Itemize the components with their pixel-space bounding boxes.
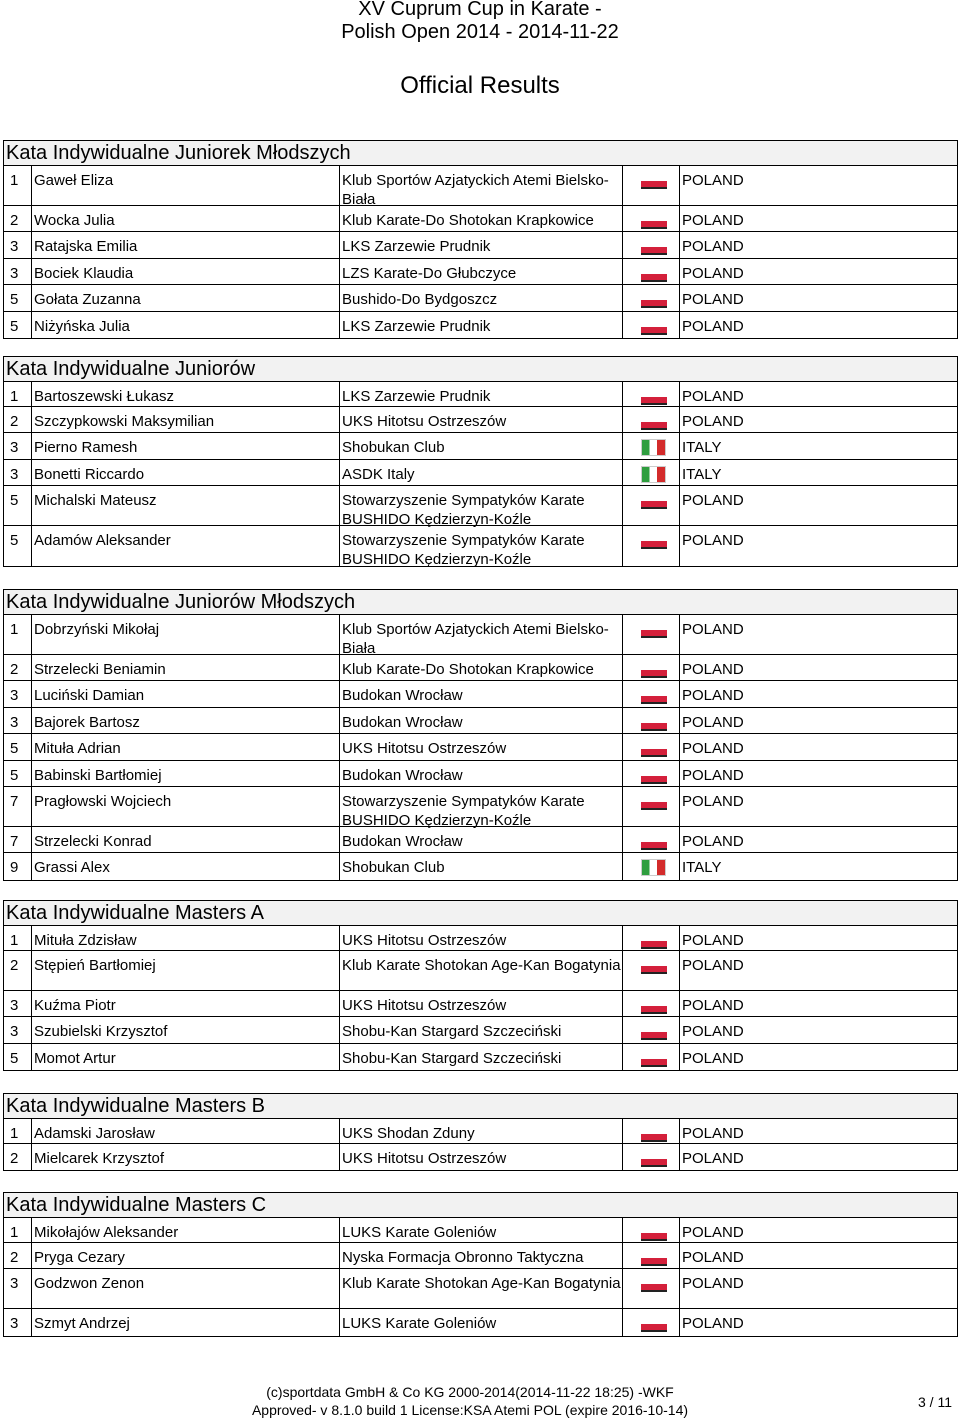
result-row: [4, 285, 957, 311]
poland-flag-icon: [641, 1026, 667, 1039]
poland-flag-icon: [641, 717, 667, 730]
flag-cell: [622, 853, 679, 879]
country-name: POLAND: [679, 734, 957, 759]
competitor-name: Adamów Aleksander: [31, 526, 339, 566]
result-row: [4, 460, 957, 486]
poland-flag-icon: [641, 391, 667, 404]
flag-cell: [622, 1144, 679, 1170]
result-rank: 2: [10, 957, 19, 974]
flag-cell: [622, 526, 679, 566]
results-section: [3, 140, 958, 339]
poland-flag-icon: [641, 321, 667, 334]
country-name: POLAND: [679, 232, 957, 257]
result-row: [4, 232, 957, 258]
club-name: Nyska Formacja Obronno Taktyczna: [339, 1243, 622, 1268]
poland-flag-icon: [641, 1053, 667, 1066]
result-row: [4, 681, 957, 707]
country-name: POLAND: [679, 1218, 957, 1242]
results-section: [3, 1192, 958, 1337]
competitor-name: Strzelecki Beniamin: [31, 655, 339, 680]
flag-cell: [622, 991, 679, 1016]
club-name: UKS Hitotsu Ostrzeszów: [339, 734, 622, 759]
poland-flag-icon: [641, 770, 667, 783]
flag-cell: [622, 312, 679, 338]
country-name: POLAND: [679, 1269, 957, 1308]
page-number: 3 / 11: [918, 1394, 952, 1410]
competitor-name: Babinski Bartłomiej: [31, 761, 339, 786]
result-row: [4, 827, 957, 853]
poland-flag-icon: [641, 796, 667, 809]
club-name: Budokan Wrocław: [339, 681, 622, 706]
result-row: [4, 407, 957, 433]
poland-flag-icon: [641, 743, 667, 756]
country-name: ITALY: [679, 460, 957, 485]
competitor-name: Szubielski Krzysztof: [31, 1017, 339, 1042]
club-name: Klub Karate-Do Shotokan Krapkowice: [339, 206, 622, 231]
poland-flag-icon: [641, 664, 667, 677]
result-row: [4, 433, 957, 459]
result-rank: 3: [10, 238, 19, 256]
result-rank: 3: [10, 264, 19, 282]
flag-cell: [622, 761, 679, 786]
competitor-name: Pragłowski Wojciech: [31, 787, 339, 826]
result-rank: 3: [10, 439, 19, 457]
poland-flag-icon: [641, 1128, 667, 1141]
italy-flag-icon: [642, 860, 665, 875]
flag-cell: [622, 708, 679, 733]
competitor-name: Bajorek Bartosz: [31, 708, 339, 733]
result-row: [4, 1044, 957, 1070]
flag-cell: [622, 951, 679, 990]
club-name: Klub Karate Shotokan Age-Kan Bogatynia: [339, 951, 622, 990]
poland-flag-icon: [641, 416, 667, 429]
country-name: POLAND: [679, 708, 957, 733]
competitor-name: Niżyńska Julia: [31, 312, 339, 338]
section-title: Kata Indywidualne Masters B: [4, 1094, 957, 1119]
result-rank: 7: [10, 832, 19, 850]
poland-flag-icon: [641, 1252, 667, 1265]
competitor-name: Ratajska Emilia: [31, 232, 339, 257]
club-name: Budokan Wrocław: [339, 708, 622, 733]
club-name: Budokan Wrocław: [339, 761, 622, 786]
club-name: Shobukan Club: [339, 853, 622, 879]
flag-cell: [622, 166, 679, 205]
result-row: [4, 951, 957, 991]
result-row: [4, 615, 957, 655]
flag-cell: [622, 681, 679, 706]
italy-flag-icon: [642, 440, 665, 455]
flag-cell: [622, 1218, 679, 1242]
competitor-name: Bociek Klaudia: [31, 259, 339, 284]
event-title-line1: XV Cuprum Cup in Karate -: [358, 0, 602, 20]
results-section: [3, 356, 958, 567]
poland-flag-icon: [641, 1318, 667, 1331]
poland-flag-icon: [641, 1153, 667, 1166]
poland-flag-icon: [641, 535, 667, 548]
results-section: [3, 589, 958, 881]
country-name: POLAND: [679, 486, 957, 525]
competitor-name: Godzwon Zenon: [31, 1269, 339, 1308]
club-name: Klub Sportów Azjatyckich Atemi Bielsko-Biała: [339, 166, 622, 205]
section-title: Kata Indywidualne Juniorów: [4, 357, 957, 382]
country-name: POLAND: [679, 991, 957, 1016]
competitor-name: Kuźma Piotr: [31, 991, 339, 1016]
club-name: UKS Hitotsu Ostrzeszów: [339, 407, 622, 432]
flag-cell: [622, 1309, 679, 1335]
club-name: Shobu-Kan Stargard Szczeciński: [339, 1017, 622, 1042]
result-rank: 3: [10, 1315, 19, 1333]
competitor-name: Mikołajów Aleksander: [31, 1218, 339, 1242]
poland-flag-icon: [641, 624, 667, 637]
competitor-name: Adamski Jarosław: [31, 1119, 339, 1143]
section-title: Kata Indywidualne Masters C: [4, 1193, 957, 1218]
country-name: POLAND: [679, 526, 957, 566]
competitor-name: Michalski Mateusz: [31, 486, 339, 525]
country-name: POLAND: [679, 312, 957, 338]
flag-cell: [622, 433, 679, 458]
country-name: POLAND: [679, 681, 957, 706]
result-row: [4, 526, 957, 569]
competitor-name: Bartoszewski Łukasz: [31, 382, 339, 406]
club-name: Klub Karate-Do Shotokan Krapkowice: [339, 655, 622, 680]
result-rank: 1: [10, 1125, 19, 1142]
competitor-name: Grassi Alex: [31, 853, 339, 879]
country-name: POLAND: [679, 1017, 957, 1042]
flag-cell: [622, 1269, 679, 1308]
result-rank: 5: [10, 317, 19, 335]
result-rank: 5: [10, 492, 19, 510]
result-row: [4, 312, 957, 338]
flag-cell: [622, 655, 679, 680]
poland-flag-icon: [641, 1278, 667, 1291]
country-name: POLAND: [679, 615, 957, 654]
country-name: POLAND: [679, 166, 957, 205]
club-name: Stowarzyszenie Sympatyków Karate BUSHIDO Kędzierzyn-Koźle: [339, 787, 622, 826]
result-rank: 3: [10, 1023, 19, 1041]
competitor-name: Bonetti Riccardo: [31, 460, 339, 485]
club-name: LZS Karate-Do Głubczyce: [339, 259, 622, 284]
country-name: ITALY: [679, 853, 957, 879]
result-row: [4, 1269, 957, 1309]
result-rank: 3: [10, 713, 19, 731]
country-name: POLAND: [679, 1144, 957, 1170]
poland-flag-icon: [641, 175, 667, 188]
result-row: [4, 259, 957, 285]
competitor-name: Szmyt Andrzej: [31, 1309, 339, 1335]
section-title: Kata Indywidualne Juniorek Młodszych: [4, 141, 957, 166]
club-name: Stowarzyszenie Sympatyków Karate BUSHIDO Kędzierzyn-Koźle: [339, 486, 622, 525]
country-name: POLAND: [679, 787, 957, 826]
result-row: [4, 1243, 957, 1269]
flag-cell: [622, 486, 679, 525]
flag-cell: [622, 382, 679, 406]
club-name: ASDK Italy: [339, 460, 622, 485]
result-row: [4, 787, 957, 827]
competitor-name: Szczypkowski Maksymilian: [31, 407, 339, 432]
poland-flag-icon: [641, 836, 667, 849]
flag-cell: [622, 787, 679, 826]
flag-cell: [622, 615, 679, 654]
competitor-name: Stępień Bartłomiej: [31, 951, 339, 990]
club-name: Budokan Wrocław: [339, 827, 622, 852]
result-row: [4, 926, 957, 951]
competitor-name: Momot Artur: [31, 1044, 339, 1070]
result-rank: 3: [10, 465, 19, 483]
flag-cell: [622, 206, 679, 231]
result-rank: 3: [10, 997, 19, 1014]
competitor-name: Mituła Adrian: [31, 734, 339, 759]
result-row: [4, 1218, 957, 1243]
competitor-name: Dobrzyński Mikołaj: [31, 615, 339, 654]
club-name: Stowarzyszenie Sympatyków Karate BUSHIDO Kędzierzyn-Koźle: [339, 526, 622, 566]
club-name: UKS Shodan Zduny: [339, 1119, 622, 1143]
section-title: Kata Indywidualne Juniorów Młodszych: [4, 590, 957, 615]
result-rank: 3: [10, 687, 19, 705]
result-rank: 2: [10, 1249, 19, 1266]
result-rank: 1: [10, 172, 19, 189]
flag-cell: [622, 407, 679, 432]
flag-cell: [622, 1243, 679, 1268]
poland-flag-icon: [641, 294, 667, 307]
competitor-name: Wocka Julia: [31, 206, 339, 231]
poland-flag-icon: [641, 215, 667, 228]
results-section: [3, 900, 958, 1071]
country-name: POLAND: [679, 926, 957, 950]
country-name: POLAND: [679, 206, 957, 231]
result-row: [4, 382, 957, 407]
results-section: [3, 1093, 958, 1171]
country-name: POLAND: [679, 407, 957, 432]
event-title-line2: Polish Open 2014 - 2014-11-22: [341, 21, 619, 43]
club-name: UKS Hitotsu Ostrzeszów: [339, 1144, 622, 1170]
result-rank: 5: [10, 291, 19, 309]
result-row: [4, 708, 957, 734]
country-name: POLAND: [679, 259, 957, 284]
competitor-name: Strzelecki Konrad: [31, 827, 339, 852]
club-name: Klub Karate Shotokan Age-Kan Bogatynia: [339, 1269, 622, 1308]
club-name: Bushido-Do Bydgoszcz: [339, 285, 622, 310]
club-name: LKS Zarzewie Prudnik: [339, 312, 622, 338]
poland-flag-icon: [641, 241, 667, 254]
poland-flag-icon: [641, 268, 667, 281]
poland-flag-icon: [641, 495, 667, 508]
country-name: POLAND: [679, 382, 957, 406]
section-title: Kata Indywidualne Masters A: [4, 901, 957, 926]
flag-cell: [622, 259, 679, 284]
country-name: POLAND: [679, 827, 957, 852]
country-name: POLAND: [679, 285, 957, 310]
result-row: [4, 853, 957, 879]
result-row: [4, 761, 957, 787]
club-name: LUKS Karate Goleniów: [339, 1218, 622, 1242]
footer-copyright: (c)sportdata GmbH & Co KG 2000-2014(2014-11-22 18:25) -WKF: [266, 1384, 674, 1400]
result-rank: 9: [10, 859, 19, 877]
competitor-name: Pryga Cezary: [31, 1243, 339, 1268]
country-name: POLAND: [679, 1119, 957, 1143]
club-name: LKS Zarzewie Prudnik: [339, 232, 622, 257]
poland-flag-icon: [641, 960, 667, 973]
result-rank: 1: [10, 932, 19, 949]
result-rank: 2: [10, 661, 19, 678]
result-rank: 1: [10, 621, 19, 638]
country-name: POLAND: [679, 951, 957, 990]
page-title: Official Results: [400, 72, 560, 99]
poland-flag-icon: [641, 1000, 667, 1013]
flag-cell: [622, 926, 679, 950]
country-name: POLAND: [679, 1243, 957, 1268]
result-rank: 2: [10, 212, 19, 229]
result-rank: 1: [10, 388, 19, 405]
flag-cell: [622, 827, 679, 852]
competitor-name: Pierno Ramesh: [31, 433, 339, 458]
country-name: POLAND: [679, 655, 957, 680]
result-row: [4, 655, 957, 681]
result-row: [4, 991, 957, 1017]
result-row: [4, 486, 957, 529]
footer-license: Approved- v 8.1.0 build 1 License:KSA Atemi POL (expire 2016-10-14): [251, 1402, 689, 1418]
club-name: UKS Hitotsu Ostrzeszów: [339, 926, 622, 950]
result-rank: 2: [10, 1150, 19, 1167]
result-rank: 7: [10, 792, 19, 810]
result-rank: 2: [10, 413, 19, 430]
club-name: LUKS Karate Goleniów: [339, 1309, 622, 1335]
country-name: POLAND: [679, 761, 957, 786]
club-name: Shobu-Kan Stargard Szczeciński: [339, 1044, 622, 1070]
result-rank: 5: [10, 766, 19, 784]
poland-flag-icon: [641, 690, 667, 703]
country-name: POLAND: [679, 1309, 957, 1335]
poland-flag-icon: [641, 1227, 667, 1240]
result-row: [4, 166, 957, 206]
country-name: POLAND: [679, 1044, 957, 1070]
competitor-name: Mielcarek Krzysztof: [31, 1144, 339, 1170]
result-row: [4, 734, 957, 760]
flag-cell: [622, 1119, 679, 1143]
flag-cell: [622, 1044, 679, 1070]
result-rank: 5: [10, 532, 19, 550]
result-rank: 5: [10, 1049, 19, 1067]
flag-cell: [622, 232, 679, 257]
result-rank: 3: [10, 1275, 19, 1293]
result-rank: 5: [10, 740, 19, 758]
result-rank: 1: [10, 1224, 19, 1241]
club-name: Klub Sportów Azjatyckich Atemi Bielsko-Biała: [339, 615, 622, 654]
competitor-name: Mituła Zdzisław: [31, 926, 339, 950]
flag-cell: [622, 460, 679, 485]
competitor-name: Gołata Zuzanna: [31, 285, 339, 310]
result-row: [4, 1119, 957, 1144]
club-name: LKS Zarzewie Prudnik: [339, 382, 622, 406]
result-row: [4, 1144, 957, 1170]
competitor-name: Gaweł Eliza: [31, 166, 339, 205]
result-row: [4, 1309, 957, 1335]
result-row: [4, 206, 957, 232]
club-name: UKS Hitotsu Ostrzeszów: [339, 991, 622, 1016]
italy-flag-icon: [642, 467, 665, 482]
poland-flag-icon: [641, 935, 667, 948]
flag-cell: [622, 1017, 679, 1042]
club-name: Shobukan Club: [339, 433, 622, 458]
competitor-name: Luciński Damian: [31, 681, 339, 706]
result-row: [4, 1017, 957, 1043]
flag-cell: [622, 734, 679, 759]
country-name: ITALY: [679, 433, 957, 458]
flag-cell: [622, 285, 679, 310]
